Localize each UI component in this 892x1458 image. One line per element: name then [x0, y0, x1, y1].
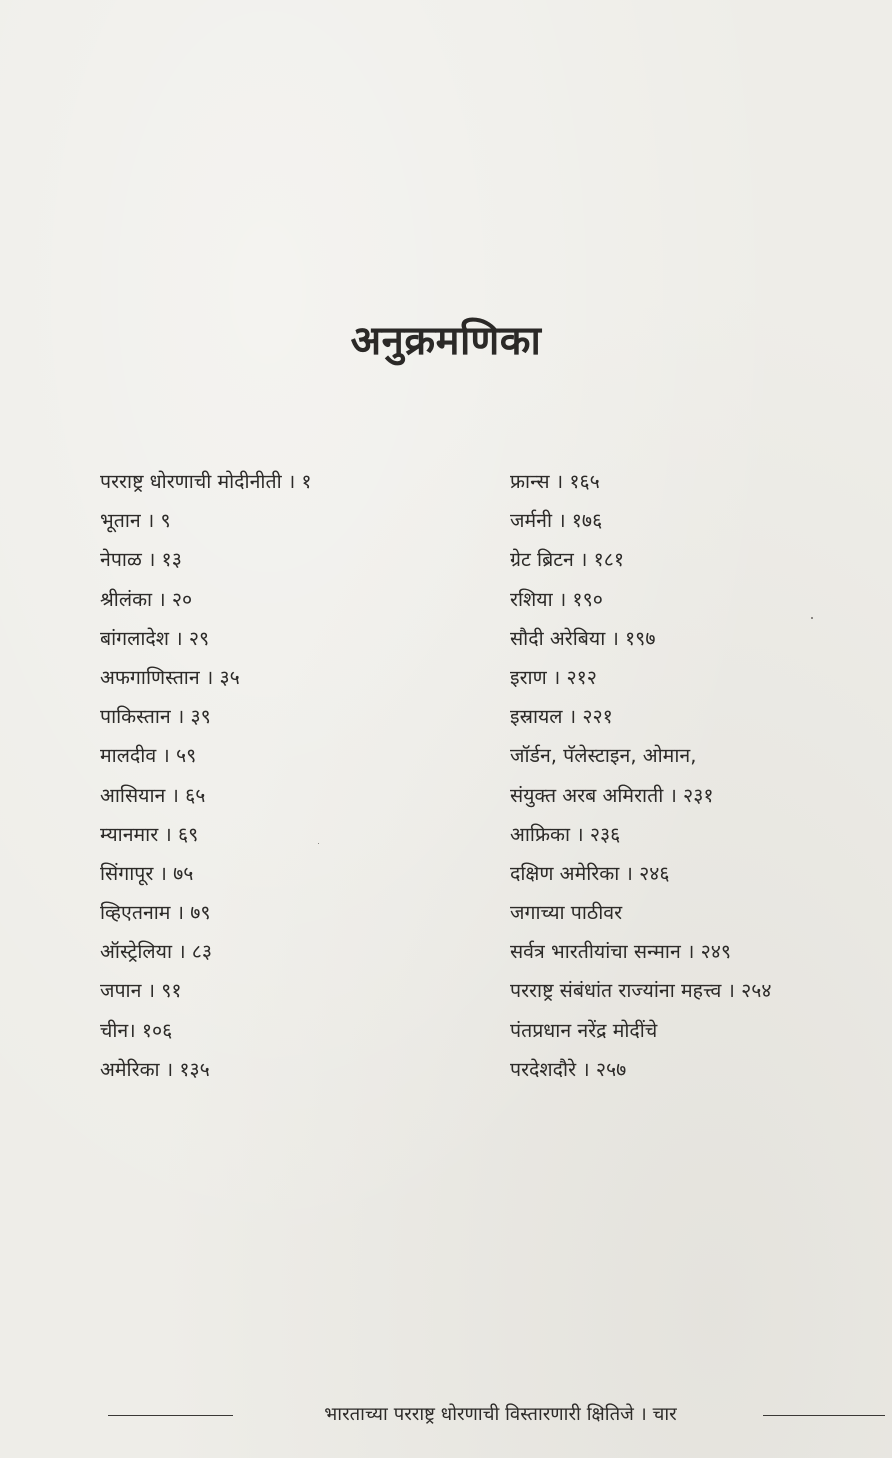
contents-entry: सौदी अरेबिया । १९७ — [510, 626, 656, 650]
paper-speck — [811, 617, 813, 619]
contents-entry: म्यानमार । ६९ — [100, 822, 199, 846]
contents-entry: व्हिएतनाम । ७९ — [100, 901, 211, 925]
contents-entry: भूतान । ९ — [100, 509, 171, 533]
contents-entry: नेपाळ । १३ — [100, 548, 182, 572]
contents-entry: आफ्रिका । २३६ — [510, 822, 621, 846]
contents-entry: रशिया । १९० — [510, 587, 603, 611]
contents-entry: श्रीलंका । २० — [100, 587, 193, 611]
contents-entry: सर्वत्र भारतीयांचा सन्मान । २४९ — [510, 940, 732, 964]
contents-entry: इस्रायल । २२१ — [510, 705, 613, 729]
contents-entry: परराष्ट्र धोरणाची मोदीनीती । १ — [100, 470, 312, 493]
contents-entry: जॉर्डन, पॅलेस्टाइन, ओमान, — [510, 744, 697, 768]
contents-entry: ऑस्ट्रेलिया । ८३ — [100, 940, 213, 964]
contents-entry: संयुक्त अरब अमिराती । २३१ — [510, 783, 714, 807]
contents-entry: पंतप्रधान नरेंद्र मोदींचे — [510, 1018, 658, 1042]
contents-entry: ग्रेट ब्रिटन । १८१ — [510, 548, 625, 572]
contents-entry: मालदीव । ५९ — [100, 744, 197, 768]
contents-entry: बांगलादेश । २९ — [100, 626, 210, 650]
page-title: अनुक्रमणिका — [350, 317, 542, 364]
contents-entry: परदेशदौरे । २५७ — [510, 1057, 627, 1081]
contents-entry: अफगाणिस्तान । ३५ — [100, 665, 240, 689]
footer-rule-left — [108, 1415, 233, 1416]
contents-entry: अमेरिका । १३५ — [100, 1057, 210, 1081]
contents-entry: परराष्ट्र संबंधांत राज्यांना महत्त्व । २५४ — [510, 979, 772, 1003]
contents-entry: फ्रान्स । १६५ — [510, 470, 600, 493]
contents-entry: इराण । २१२ — [510, 665, 597, 689]
contents-entry: पाकिस्तान । ३९ — [100, 705, 211, 729]
page-footer — [0, 1400, 892, 1430]
paper-speck — [318, 843, 319, 844]
contents-entry: आसियान । ६५ — [100, 783, 206, 807]
footer-rule-right — [763, 1415, 885, 1416]
contents-entry: दक्षिण अमेरिका । २४६ — [510, 861, 670, 885]
contents-list-right — [510, 462, 880, 1089]
contents-entry: सिंगापूर । ७५ — [100, 861, 194, 885]
running-footer: भारताच्या परराष्ट्र धोरणाची विस्तारणारी क्षितिजे । चार — [324, 1404, 677, 1425]
contents-entry: जर्मनी । १७६ — [510, 509, 603, 533]
contents-list-left — [100, 462, 480, 1089]
contents-entry: चीन। १०६ — [100, 1018, 173, 1042]
contents-entry: जपान । ९१ — [100, 979, 182, 1003]
contents-entry: जगाच्या पाठीवर — [510, 901, 623, 925]
